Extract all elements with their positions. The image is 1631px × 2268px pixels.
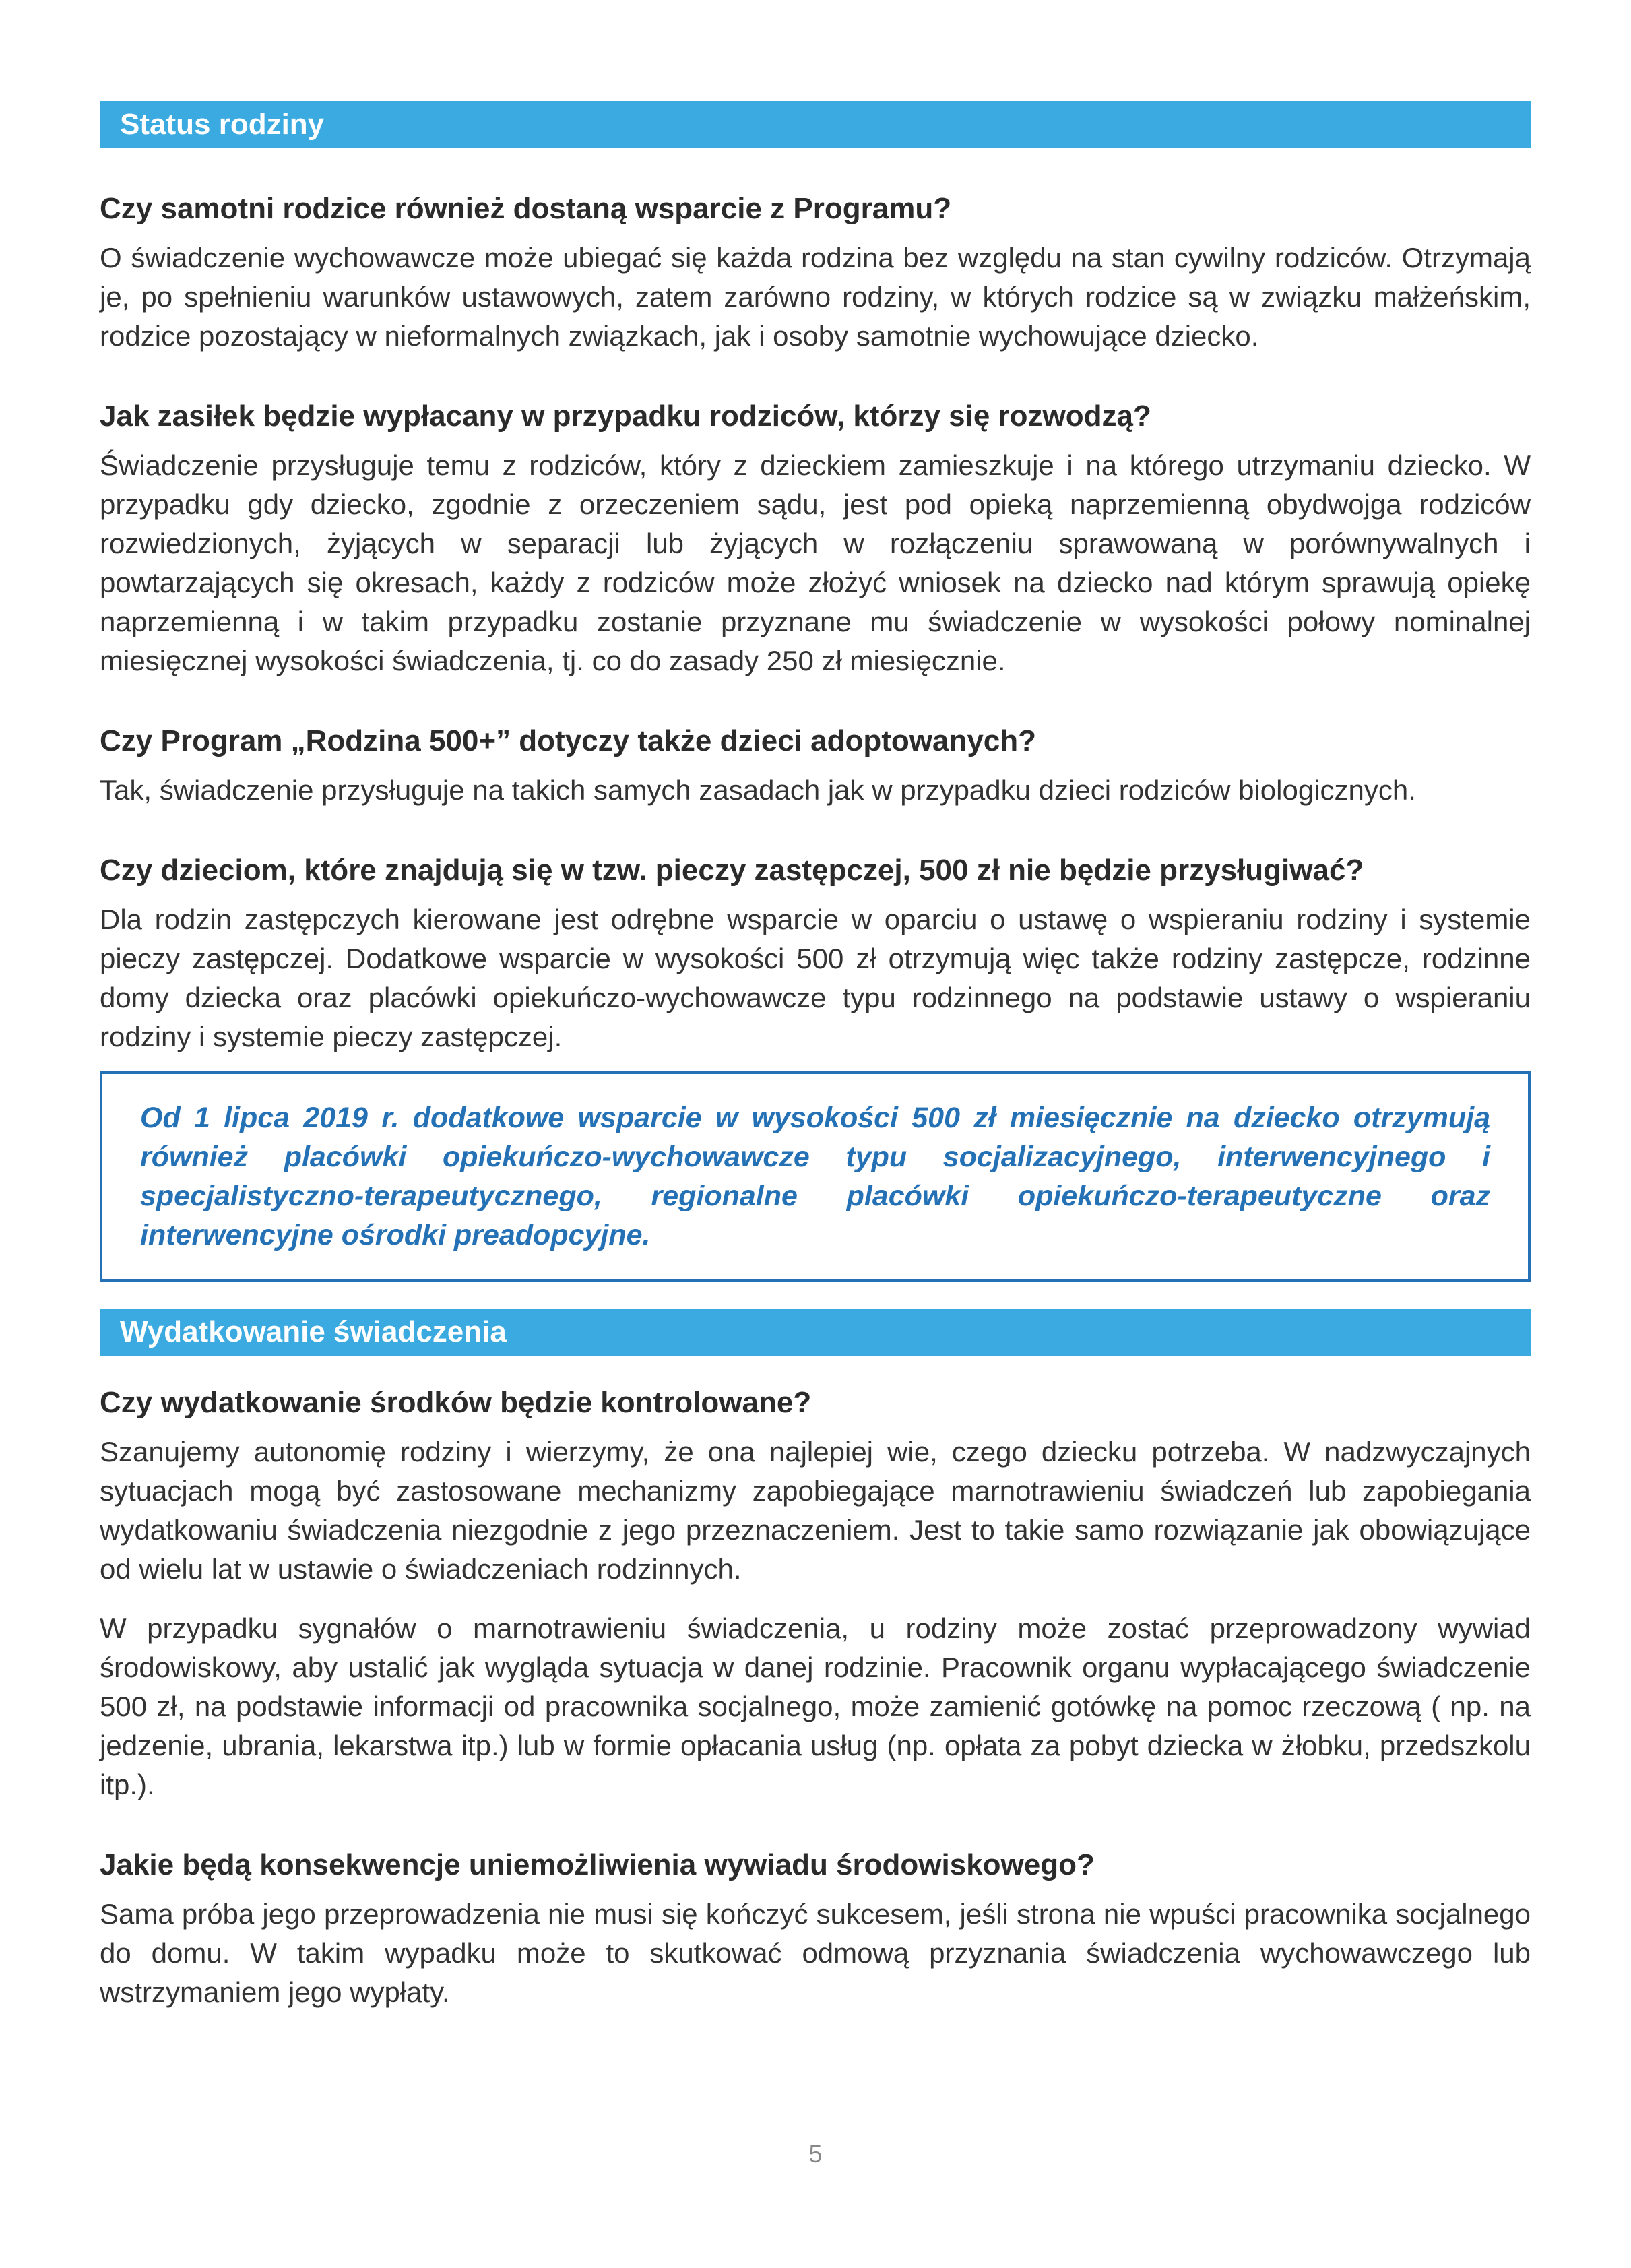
answer-paragraph: Szanujemy autonomię rodziny i wierzymy, że ona najlepiej wie, czego dziecku potrzeba. W nadzwyczajnych sytuacjach mogą być zastosowane mechanizmy zapobiegające marnotrawieniu świadczeń lub zapobiegania wydatkowaniu świadczenia niezgodnie z jego przeznaczeniem. Jest to takie samo rozwiązanie jak obowiązujące od wielu lat w ustawie o świadczeniach rodzinnych. <box>100 1436 1531 1585</box>
answer-paragraph: Dla rodzin zastępczych kierowane jest odrębne wsparcie w oparciu o ustawę o wspieraniu rodziny i systemie pieczy zastępczej. Dodatkowe wsparcie w wysokości 500 zł otrzymują więc także rodziny zastępcze, rodzinne domy dziecka oraz placówki opiekuńczo-wychowawcze typu rodzinnego na podstawie ustawy o wspieraniu rodziny i systemie pieczy zastępczej. <box>100 904 1531 1052</box>
answer-paragraph: Tak, świadczenie przysługuje na takich samych zasadach jak w przypadku dzieci rodziców biologicznych. <box>100 774 1416 806</box>
document-page <box>100 101 1531 2012</box>
answer-paragraph: W przypadku sygnałów o marnotrawieniu świadczenia, u rodziny może zostać przeprowadzony wywiad środowiskowy, aby ustalić jak wygląda sytuacja w danej rodzinie. Pracownik organu wypłacającego świadczenie 500 zł, na podstawie informacji od pracownika socjalnego, może zamienić gotówkę na pomoc rzeczową ( np. na jedzenie, ubrania, lekarstwa itp.) lub w formie opłacania usług (np. opłata za pobyt dziecka w żłobku, przedszkolu itp.). <box>100 1612 1531 1800</box>
question-heading: Jakie będą konsekwencje uniemożliwienia wywiadu środowiskowego? <box>100 1848 1095 1881</box>
page-number: 5 <box>808 2140 823 2168</box>
highlight-callout-text: Od 1 lipca 2019 r. dodatkowe wsparcie w wysokości 500 zł miesięcznie na dziecko otrzymują również placówki opiekuńczo-wychowawcze typu socjalizacyjnego, interwencyjnego i specjalistyczno-terapeutycznego, regionalne placówki opiekuńczo-terapeutyczne oraz interwencyjne ośrodki preadopcyjne. <box>140 1102 1490 1251</box>
answer-paragraph: O świadczenie wychowawcze może ubiegać się każda rodzina bez względu na stan cywilny rodziców. Otrzymają je, po spełnieniu warunków ustawowych, zatem zarówno rodziny, w których rodzice są w związku małżeńskim, rodzice pozostający w nieformalnych związkach, jak i osoby samotnie wychowujące dziecko. <box>100 242 1531 352</box>
answer-paragraph: Świadczenie przysługuje temu z rodziców, który z dzieckiem zamieszkuje i na którego utrzymaniu dziecko. W przypadku gdy dziecko, zgodnie z orzeczeniem sądu, jest pod opieką naprzemienną obydwojga rodziców rozwiedzionych, żyjących w separacji lub żyjących w rozłączeniu sprawowaną w porównywalnych i powtarzających się okresach, każdy z rodziców może złożyć wniosek na dziecko nad którym sprawują opiekę naprzemienną i w takim przypadku zostanie przyznane mu świadczenie w wysokości połowy nominalnej miesięcznej wysokości świadczenia, tj. co do zasady 250 zł miesięcznie. <box>100 449 1531 676</box>
question-heading: Czy samotni rodzice również dostaną wsparcie z Programu? <box>100 192 952 225</box>
answer-paragraph: Sama próba jego przeprowadzenia nie musi się kończyć sukcesem, jeśli strona nie wpuści pracownika socjalnego do domu. W takim wypadku może to skutkować odmową przyznania świadczenia wychowawczego lub wstrzymaniem jego wypłaty. <box>100 1898 1531 2008</box>
question-heading: Czy dzieciom, które znajdują się w tzw. pieczy zastępczej, 500 zł nie będzie przysługiwać? <box>100 854 1364 887</box>
question-heading: Czy Program „Rodzina 500+” dotyczy także dzieci adoptowanych? <box>100 724 1037 757</box>
section-header-status-rodziny: Status rodziny <box>100 101 1531 148</box>
question-heading: Jak zasiłek będzie wypłacany w przypadku rodziców, którzy się rozwodzą? <box>100 400 1151 433</box>
highlight-callout-box <box>100 1071 1531 1282</box>
section-header-wydatkowanie-swiadczenia: Wydatkowanie świadczenia <box>100 1309 1531 1356</box>
question-heading: Czy wydatkowanie środków będzie kontrolowane? <box>100 1386 812 1419</box>
